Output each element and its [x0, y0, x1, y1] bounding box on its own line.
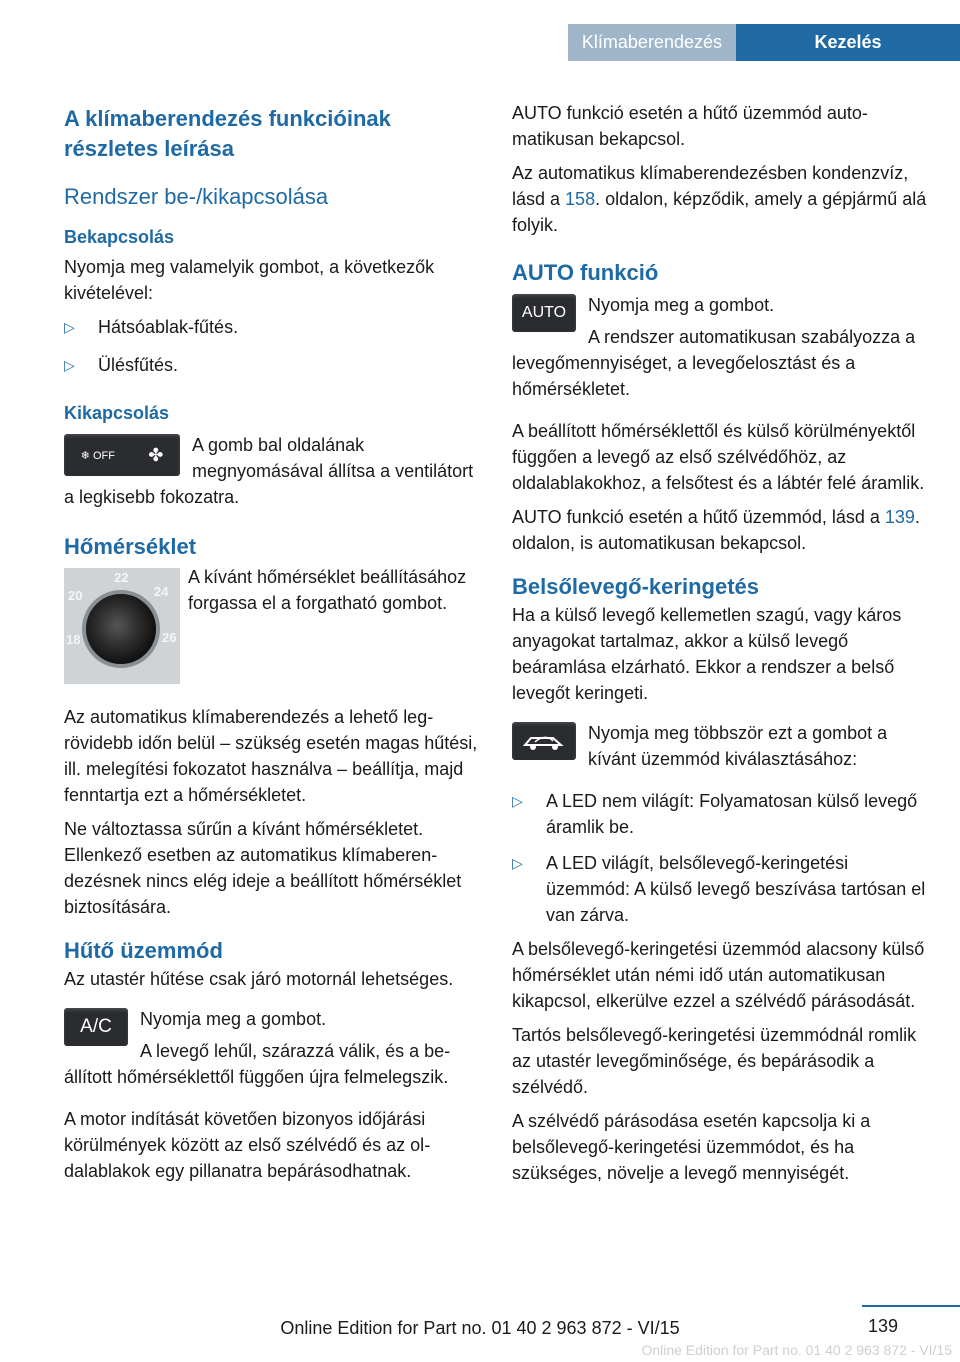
dial-label-20: 20	[68, 588, 83, 603]
list-item: ▷ A LED világít, belsőlevegő-keringetési üzemmód: A külső levegő beszívása tartósan el van zárva.	[512, 850, 928, 928]
left-column	[64, 100, 480, 1184]
recirculation-button-block	[512, 720, 928, 772]
temperature-knob	[82, 590, 160, 668]
heading-cooling: Hűtő üzemmód	[64, 938, 223, 963]
fan-off-button-image	[64, 434, 180, 476]
bullet-triangle-icon: ▷	[64, 319, 75, 335]
list-item: ▷ Ülésfűtés.	[64, 352, 480, 378]
car-recirculation-icon	[521, 729, 567, 753]
fan-icon: ✤	[148, 444, 164, 465]
page-link-139[interactable]: 139	[884, 507, 915, 527]
heading-auto: AUTO funkció	[512, 260, 659, 285]
edition-footer: Online Edition for Part no. 01 40 2 963 872 - VI/15	[280, 1318, 680, 1338]
watermark: Online Edition for Part no. 01 40 2 963 872 - VI/15	[641, 1342, 952, 1358]
paragraph-temperature-3: Ne változtassa sűrűn a kívánt hőmérsékletet. Ellenkező esetben az automatikus klímaberendezésnek nincs elég ideje a beállított hőmérséklet biztosítására.	[64, 819, 462, 917]
heading-system-onoff: Rendszer be-/kikapcsolása	[64, 184, 329, 209]
header-current-tab[interactable]: Kezelés	[736, 24, 960, 61]
bullet-triangle-icon: ▷	[512, 793, 523, 809]
section-title: A klímaberendezés funkcióinak részletes leírása	[64, 106, 391, 161]
dial-label-18: 18	[66, 632, 81, 647]
bullet-triangle-icon: ▷	[512, 855, 523, 871]
paragraph-auto-3: AUTO funkció esetén a hűtő üzemmód, lásd a 139. oldalon, is automatikusan bekapcsol.	[512, 507, 920, 553]
auto-button-block	[512, 292, 928, 402]
list-item: ▷ Hátsóablak-fűtés.	[64, 314, 480, 340]
page-number: 139	[867, 1316, 898, 1336]
header-section-tab[interactable]: Klímaberendezés	[568, 24, 736, 61]
paragraph-auto-button: Nyomja meg a gombot.	[588, 295, 775, 315]
paragraph-cooling-button-2: A levegő lehűl, szárazzá válik, és a beállított hőmérséklettől függően újra felmelegszik.	[64, 1041, 451, 1087]
dial-label-24: 24	[154, 584, 169, 599]
bullet-triangle-icon: ▷	[64, 357, 75, 373]
ac-button-image: A/C	[64, 1008, 128, 1046]
recirculation-button-image	[512, 722, 576, 760]
temperature-dial-image	[64, 568, 180, 684]
switch-off-block	[64, 432, 480, 510]
page-header	[0, 24, 960, 61]
paragraph-auto-button-2: A rendszer automatikusan szabályozza a levegőmennyiséget, a levegőelosztást és a hőmérsékletet.	[512, 327, 916, 399]
paragraph-cooling: Az utastér hűtése csak járó motornál lehetséges.	[64, 969, 454, 989]
paragraph-recirculation-4: A szélvédő párásodása esetén kapcsolja ki a belsőlevegő-keringetési üzemmódot, és ha szükséges, növelje a levegő mennyiségét.	[512, 1111, 871, 1183]
temperature-block	[64, 564, 480, 647]
recirculation-modes-list	[512, 788, 928, 928]
paragraph-temperature-2: Az automatikus klímaberendezés a lehető legrövidebb időn belül – szükség esetén magas hűtési, ill. melegítési fokozatot használva – beállítja, majd fenntartja ezt a hőmérsékletet.	[64, 707, 478, 805]
dial-label-22: 22	[114, 570, 129, 585]
paragraph-recirculation-3: Tartós belsőlevegő-keringetési üzemmódnál romlik az utastér levegőminősége, és bepárásodik a szélvédő.	[512, 1025, 917, 1097]
auto-button-image: AUTO	[512, 294, 576, 332]
paragraph-switch-off: A gomb bal oldalának megnyomásával állítsa a ventilátort a legkisebb fokozatra.	[64, 435, 474, 507]
switch-on-exceptions-list	[64, 314, 480, 378]
paragraph-condensate: Az automatikus klímaberendezésben kondenzvíz, lásd a 158. oldalon, képződik, amely a gépjármű alá folyik.	[512, 163, 927, 235]
paragraph-recirculation-2: A belsőlevegő-keringetési üzemmód alacsony külső hőmérséklet után némi idő után automatikusan kikapcsol, elkerülve ezzel a szélvédő párásodását.	[512, 939, 925, 1011]
paragraph-temperature: A kívánt hőmérséklet beállításához forgassa el a forgatható gombot.	[188, 567, 467, 613]
paragraph-switch-on: Nyomja meg valamelyik gombot, a következők kivételével:	[64, 257, 435, 303]
heading-temperature: Hőmérséklet	[64, 534, 197, 559]
right-column	[512, 100, 928, 1186]
cooling-button-block	[64, 1006, 480, 1090]
paragraph-auto-cooling: AUTO funkció esetén a hűtő üzemmód automatikusan bekapcsol.	[512, 103, 868, 149]
list-item: ▷ A LED nem világít: Folyamatosan külső levegő áramlik be.	[512, 788, 928, 840]
paragraph-cooling-2: A motor indítását követően bizonyos időjárási körülmények között az első szélvédő és az oldalablakok egy pillanatra bepárásodhatnak.	[64, 1109, 431, 1181]
page-number-rule	[862, 1305, 960, 1307]
fan-off-icon: ❄ OFF	[80, 449, 115, 462]
page-link-158[interactable]: 158	[565, 189, 596, 209]
paragraph-auto-2: A beállított hőmérséklettől és külső körülményektől függően a levegő az első szélvédőhöz, az oldalablakokhoz, a felsőtest és a lábtér felé áramlik.	[512, 421, 925, 493]
heading-recirculation: Belsőlevegő-keringetés	[512, 574, 759, 599]
dial-label-26: 26	[162, 630, 177, 645]
heading-switch-off: Kikapcsolás	[64, 403, 170, 423]
paragraph-recirculation-button: Nyomja meg többször ezt a gombot a kívánt üzemmód kiválasztásához:	[588, 723, 888, 769]
paragraph-recirculation: Ha a külső levegő kellemetlen szagú, vagy káros anyagokat tartalmaz, akkor a külső levegő beáramlása elzárható. Ekkor a rendszer a belső levegőt keringeti.	[512, 605, 902, 703]
paragraph-cooling-button: Nyomja meg a gombot.	[140, 1009, 327, 1029]
heading-switch-on: Bekapcsolás	[64, 227, 175, 247]
